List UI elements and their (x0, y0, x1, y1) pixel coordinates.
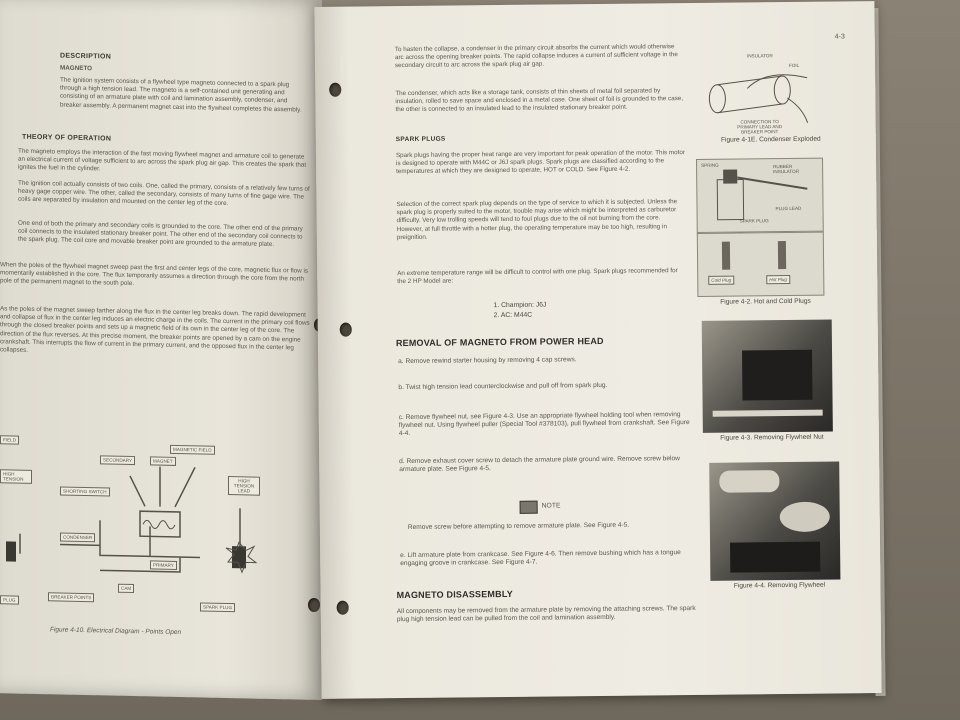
label-foil: FOIL (789, 62, 800, 68)
label-condenser: CONDENSER (60, 533, 95, 543)
engine-base (730, 542, 820, 573)
label-spark-plug-fig2: SPARK PLUG (739, 218, 769, 224)
motor-shape (742, 350, 813, 401)
hand-shape (719, 470, 779, 493)
figure-4-1e-caption: Figure 4-1E. Condenser Exploded (720, 135, 821, 144)
plug-list-item: 1. Champion: J6J (493, 301, 547, 310)
condenser-figure (687, 48, 818, 137)
label-secondary: SECONDARY (100, 455, 135, 465)
disassembly-heading: MAGNETO DISASSEMBLY (396, 588, 513, 601)
page-number: 4-3 (834, 33, 845, 41)
magneto-subheading: MAGNETO (60, 64, 93, 73)
plug-list-item: 2. AC: M44C (493, 311, 533, 320)
label-cold-plug: Cold Plug (708, 276, 734, 285)
spark-plug-left-icon (6, 541, 16, 561)
label-plug-lead: PLUG LEAD (775, 205, 802, 212)
label-cam: CAM (118, 584, 134, 593)
label-field-left: FIELD (0, 435, 19, 444)
binder-hole (337, 601, 349, 615)
description-heading: DESCRIPTION (60, 52, 112, 61)
label-shorting-switch: SHORTING SWITCH (60, 487, 110, 497)
right-page (314, 1, 881, 699)
binder-hole (340, 323, 352, 337)
theory-heading: THEORY OF OPERATION (22, 133, 112, 143)
theory-paragraph-2: The ignition coil actually consists of two coils. One, called the primary, consists of a relatively few turns of heavy gage copper wire. The other, called the secondary, consists of many turns of fine gage wire. The coils are separated by insulation and mounted on the center leg of the core. (18, 179, 310, 208)
figure-4-10-caption: Figure 4-10. Electrical Diagram - Points Open (50, 626, 182, 637)
binder-hole (308, 598, 320, 612)
flywheel-removal-photo (709, 461, 840, 580)
label-breaker-points: BREAKER POINTS (48, 592, 94, 602)
removal-step-e: e. Lift armature plate from crankcase. See Figure 4-6. Then remove bushing which has a tongue engaging groove in crankcase. See Figure 4-7. (400, 549, 681, 568)
flywheel-nut-photo (702, 320, 833, 433)
plug-comparison-drawing (698, 233, 824, 296)
removal-step-d: d. Remove exhaust cover screw to detach the armature plate ground wire. Remove screw below armature plate. See Figure 4-5. (399, 455, 680, 474)
label-hot-plug: Hot Plug (766, 275, 790, 284)
theory-paragraph-5: As the poles of the magnet sweep farther along the flux in the center leg breaks down. The rapid development and collapse of flux in the center leg induces an electric charge in the coils. The current in the primary coil flows through the closed breaker points and sets up a magnetic field of its own in the center leg of the core. The direction of the flux reverses. At this precise moment, the breaker points are opened by a cam on the engine crankshaft. This interrupts the flow of current in the primary current, and the opposed flux in the center leg collapses. (0, 305, 310, 354)
spark-plug-connection-figure (696, 158, 824, 233)
spark-paragraph-1: Spark plugs having the proper heat range are very important for peak operation of the motor. This motor is designed to operate with M44C or J6J spark plugs. Spark plugs are classified according to the temperatures at which they are designed to operate, HOT or COLD. See Figure 4-2. (395, 149, 685, 176)
label-rubber-insulator: RUBBER INSULATOR (773, 163, 800, 175)
removal-step-a: a. Remove rewind starter housing by removing 4 cap screws. (398, 356, 577, 366)
note-label: NOTE (541, 502, 561, 510)
label-high-tension-left: HIGH TENSION (0, 469, 32, 484)
label-high-tension-lead: HIGH TENSION LEAD (228, 476, 260, 496)
hot-cold-plug-figure (697, 232, 825, 297)
disassembly-text: All components may be removed from the armature plate by removing the attaching screws. The spark plug high tension lead can be pulled from the coil and lamination assembly. (396, 604, 696, 624)
left-page (0, 0, 322, 700)
theory-paragraph-1: The magneto employs the interaction of the fast moving flywheel magnet and armature coil to generate an electrical current of voltage sufficient to arc across the spark plug air gap. This creates the spark that ignites the fuel in the cylinder. (18, 147, 307, 173)
theory-paragraph-3: One end of both the primary and secondary coils is grounded to the core. The other end of the primary coil connects to the insulated stationary breaker point. The other end of the secondary coil connects to the spark plug. The coil core and movable breaker point are grounded to the armature plate. (18, 219, 303, 249)
spark-paragraph-2: Selection of the correct spark plug depends on the type of service to which it is subjected. Unless the spark plug is properly suited to the motor, trouble may arise which might be interpreted as carburetor difficulty. Very low trolling speeds will tend to foul plugs due to the oil not burning from the core. However, at full throttle with a hotter plug, the operating temperature may be too high, resulting in preignition. (396, 198, 678, 241)
label-magnetic-field: MAGNETIC FIELD (170, 445, 215, 455)
electrical-diagram (0, 433, 300, 629)
figure-4-3-caption: Figure 4-3. Removing Flywheel Nut (720, 433, 824, 442)
flywheel-shape (780, 502, 830, 533)
tool-handle (713, 410, 823, 417)
binder-hole (329, 83, 341, 97)
figure-4-4-caption: Figure 4-4. Removing Flywheel (733, 581, 826, 590)
removal-step-c: c. Remove flywheel nut, see Figure 4-3. Use an appropriate flywheel holding tool when removing flywheel nut. Using flywheel puller (Special Tool #378103), pull flywheel from crankshaft. See Figure 4-4. (398, 411, 690, 438)
spark-paragraph-3: An extreme temperature range will be difficult to control with one plug. Spark plugs recommended for the 2 HP Model are: (397, 267, 678, 286)
spark-plugs-heading: SPARK PLUGS (395, 135, 446, 144)
label-primary: PRIMARY (150, 560, 177, 570)
note-icon (520, 501, 538, 514)
label-spark-plug: SPARK PLUG (200, 602, 235, 612)
removal-heading: REMOVAL OF MAGNETO FROM POWER HEAD (395, 335, 604, 349)
removal-step-b: b. Twist high tension lead counterclockwise and pull off from spark plug. (398, 381, 608, 392)
theory-paragraph-4: When the poles of the flywheel magnet sweep past the first and center legs of the core, magnetic flux or flow is momentarily established in the core. The flux temporarily assumes a direction through the core from the north pole of the permanent magnet to the south pole. (0, 261, 309, 288)
intro-paragraph-1: To hasten the collapse, a condenser in the primary circuit absorbs the current which would otherwise arc across the opening breaker points. The rapid collapse induces a current of sufficient voltage in the secondary circuit to arc across the spark plug air gap. (394, 43, 678, 70)
label-magnet: MAGNET (150, 456, 176, 466)
figure-4-2-caption: Figure 4-2. Hot and Cold Plugs (720, 297, 811, 306)
description-text: The ignition system consists of a flywheel type magneto connected to a spark plug through a high tension lead. The magneto is a self-contained unit generating and consisting of an armature plate with coil and lamination assembly, condenser, and breaker assembly. A permanent magnet cast into the flywheel completes the assembly. (60, 76, 302, 114)
label-insulator: INSULATOR (746, 53, 773, 59)
label-spring: SPRING (701, 162, 719, 168)
label-connection: CONNECTION TO PRIMARY LEAD AND BREAKER POINT (737, 119, 783, 135)
note-text: Remove screw before attempting to remove armature plate. See Figure 4-5. (407, 521, 630, 532)
intro-paragraph-2: The condenser, which acts like a storage tank, consists of thin sheets of metal foil separated by insulation, rolled to save space and enclosed in a metal case. One sheet of foil is grounded to the case, the other is connected to an insulated lead to the insulated stationary breaker point. (395, 87, 684, 114)
label-plug-left: PLUG (0, 595, 19, 604)
